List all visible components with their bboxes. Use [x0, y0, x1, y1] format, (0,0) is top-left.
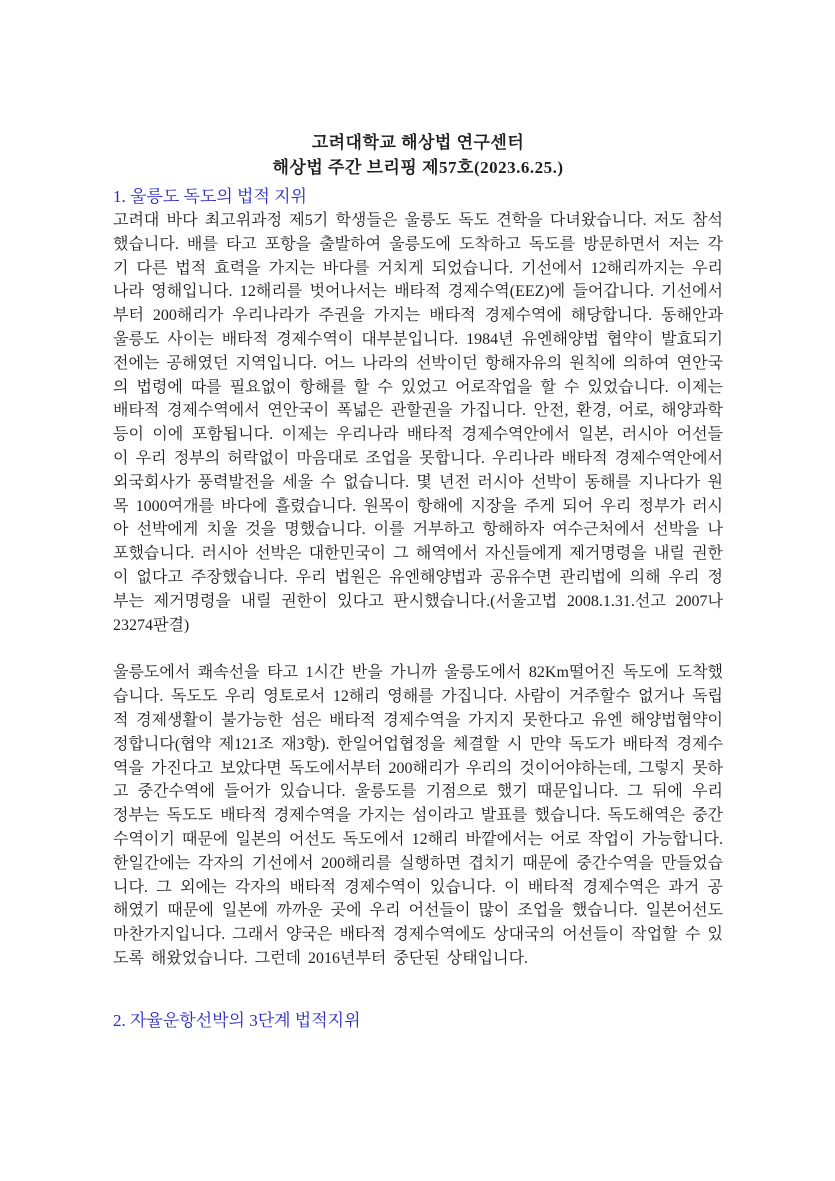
- document-title-line1: 고려대학교 해상법 연구센터: [311, 133, 525, 152]
- section-2-heading: 2. 자율운항선박의 3단계 법적지위: [113, 1010, 361, 1030]
- document-title-line2: 해상법 주간 브리핑 제57호(2023.6.25.): [272, 158, 564, 177]
- document-title-block: [113, 130, 723, 180]
- section-1-paragraph-1: 고려대 바다 최고위과정 제5기 학생들은 울릉도 독도 견학을 다녀왔습니다. 저도 참석했습니다. 배를 타고 포항을 출발하여 울릉도에 도착하고 독도를 방문하면서 저는 각기 다른 법적 효력을 가지는 바다를 거치게 되었습니다. 기선에서 12해리까지는 우리나라 영해입니다. 12해리를 벗어나서는 배타적 경제수역(EEZ)에 들어갑니다. 기선에서부터 200해리가 우리나라가 주권을 가지는 배타적 경제수역에 해당합니다. 동해안과 울릉도 사이는 배타적 경제수역이 대부분입니다. 1984년 유엔해양법 협약이 발효되기 전에는 공해였던 지역입니다. 어느 나라의 선박이던 항해자유의 원칙에 의하여 연안국의 법령에 따를 필요없이 항해를 할 수 있었고 어로작업을 할 수 있었습니다. 이제는 배타적 경제수역에서 연안국이 폭넓은 관할권을 가집니다. 안전, 환경, 어로, 해양과학 등이 이에 포함됩니다. 이제는 우리나라 배타적 경제수역안에서 일본, 러시아 어선들이 우리 정부의 허락없이 마음대로 조업을 못합니다. 우리나라 배타적 경제수역안에서 외국회사가 풍력발전을 세울 수 없습니다. 몇 년전 러시아 선박이 동해를 지나다가 원목 1000여개를 바다에 흘렸습니다. 원목이 항해에 지장을 주게 되어 우리 정부가 러시아 선박에게 치울 것을 명했습니다. 이를 거부하고 항해하자 여수근처에서 선박을 나포했습니다. 러시아 선박은 대한민국이 그 해역에서 자신들에게 제거명령을 내릴 권한이 없다고 주장했습니다. 우리 법원은 유엔해양법과 공유수면 관리법에 의해 우리 정부는 제거명령을 내릴 권한이 있다고 판시했습니다.(서울고법 2008.1.31.선고 2007나23274판결): [113, 212, 723, 634]
- section-1-paragraph-2: 울릉도에서 쾌속선을 타고 1시간 반을 가니까 울릉도에서 82Km떨어진 독도에 도착했습니다. 독도도 우리 영토로서 12해리 영해를 가집니다. 사람이 거주할수 없거나 독립적 경제생활이 불가능한 섬은 배타적 경제수역을 가지지 못한다고 유엔 해양법협약이 정합니다(협약 제121조 재3항). 한일어업협정을 체결할 시 만약 독도가 배타적 경제수역을 가진다고 보았다면 독도에서부터 200해리가 우리의 것이어야하는데, 그렇지 못하고 중간수역에 들어가 있습니다. 울릉도를 기점으로 했기 때문입니다. 그 뒤에 우리 정부는 독도도 배타적 경제수역을 가지는 섬이라고 발표를 했습니다. 독도해역은 중간수역이기 때문에 일본의 어선도 독도에서 12해리 바깥에서는 어로 작업이 가능합니다. 한일간에는 각자의 기선에서 200해리를 실행하면 겹치기 때문에 중간수역을 만들었습니다. 그 외에는 각자의 배타적 경제수역이 있습니다. 이 배타적 경제수역은 과거 공해였기 때문에 일본에 까까운 곳에 우리 어선들이 많이 조업을 했습니다. 일본어선도 마찬가지입니다. 그래서 양국은 배타적 경제수역에도 상대국의 어선들이 작업할 수 있도록 해왔었습니다. 그런데 2016년부터 중단된 상태입니다.: [113, 664, 723, 967]
- section-1-heading: 1. 울릉도 독도의 법적 지위: [113, 187, 307, 206]
